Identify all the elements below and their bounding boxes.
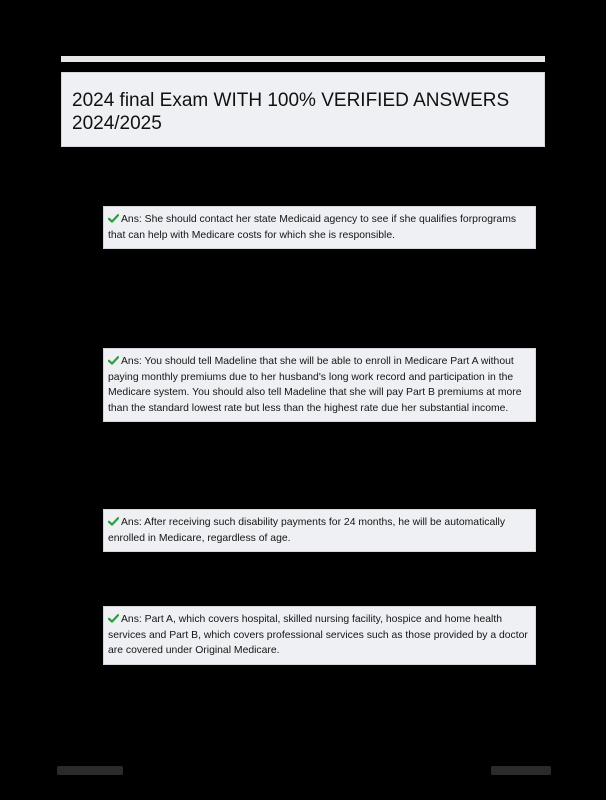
header-divider — [61, 56, 545, 62]
title-box — [61, 72, 545, 147]
answer-text: Ans: She should contact her state Medicaid agency to see if she qualifies forprograms that can help with Medicare costs for which she is responsible. — [108, 214, 517, 241]
check-icon — [108, 214, 119, 223]
check-icon — [108, 356, 119, 365]
answer-text: Ans: You should tell Madeline that she will be able to enroll in Medicare Part A without paying monthly premiums due to her husband's long work record and participation in the Medicare system. You should also tell Madeline that she will pay Part B premiums at more than the standard lowest rate but less than the highest rate due her substantial income. — [108, 356, 522, 414]
footer-right-mark — [491, 766, 551, 775]
answer-text: Ans: After receiving such disability payments for 24 months, he will be automatically enrolled in Medicare, regardless of age. — [108, 517, 506, 544]
answer-box-2 — [103, 348, 536, 422]
check-icon — [108, 614, 119, 623]
document-title: 2024 final Exam WITH 100% VERIFIED ANSWERS 2024/2025 — [72, 90, 510, 134]
answer-box-4 — [103, 606, 536, 665]
footer-left-mark — [57, 766, 123, 775]
check-icon — [108, 517, 119, 526]
answer-text: Ans: Part A, which covers hospital, skilled nursing facility, hospice and home health services and Part B, which covers professional services such as those provided by a doctor are covered under Original Medicare. — [108, 614, 528, 656]
answer-box-3 — [103, 509, 536, 552]
answer-box-1 — [103, 206, 536, 249]
